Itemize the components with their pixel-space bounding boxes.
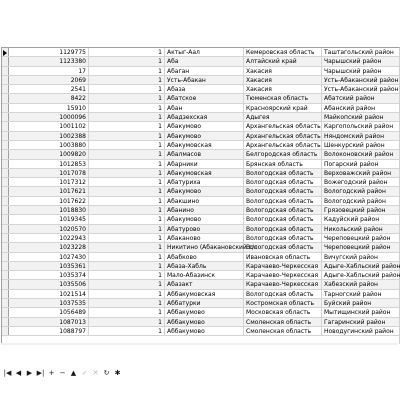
cell-number[interactable]: 1	[89, 206, 165, 214]
table-row[interactable]	[2, 327, 399, 336]
horizontal-scrollbar[interactable]	[1, 343, 398, 345]
cell-number[interactable]: 1	[89, 94, 165, 102]
cell-region[interactable]: Вологодская область	[244, 178, 322, 186]
cell-locality-name[interactable]: Аббакумовская	[165, 290, 244, 298]
cell-district[interactable]: Волоконовский район	[324, 151, 394, 159]
cell-region[interactable]: Кемеровская область	[244, 48, 322, 56]
cell-id[interactable]: 1012853	[9, 160, 89, 168]
first-record-icon: |◀	[3, 369, 12, 377]
cell-region[interactable]: Белгородская область	[244, 150, 322, 158]
row-indicator[interactable]	[2, 150, 9, 158]
cell-region[interactable]: Вологодская область	[244, 206, 322, 214]
cell-id[interactable]: 1123380	[9, 57, 89, 65]
insert-record-icon: +	[48, 369, 55, 377]
row-indicator[interactable]	[2, 85, 9, 93]
table-row[interactable]	[2, 197, 399, 206]
cell-region[interactable]: Карачаево-Черкесская	[244, 271, 322, 279]
table-row[interactable]	[2, 178, 399, 187]
cell-number[interactable]: 1	[89, 150, 165, 158]
cell-region[interactable]: Хакасия	[244, 85, 322, 93]
row-indicator[interactable]	[2, 215, 9, 223]
row-indicator[interactable]	[2, 243, 9, 251]
cell-number[interactable]: 1	[89, 308, 165, 316]
cell-id[interactable]: 1017312	[9, 178, 89, 186]
cell-region[interactable]: Вологодская область	[244, 290, 322, 298]
cell-id[interactable]: 1017621	[9, 187, 89, 195]
cell-locality-name[interactable]: Абалмасов	[165, 150, 244, 158]
table-row[interactable]	[2, 299, 399, 308]
cell-region[interactable]: Карачаево-Черкесская	[244, 262, 322, 270]
cell-district[interactable]: Няндомский район	[324, 132, 384, 140]
table-row[interactable]	[2, 94, 399, 103]
cell-id[interactable]: 17	[9, 67, 89, 75]
table-row[interactable]	[2, 113, 399, 122]
table-row[interactable]	[2, 150, 399, 159]
cell-number[interactable]: 1	[89, 187, 165, 195]
table-row[interactable]	[2, 141, 399, 150]
cell-id[interactable]: 1035506	[9, 280, 89, 288]
cell-region[interactable]: Смоленская область	[244, 327, 322, 335]
cell-district[interactable]: Буйский район	[324, 300, 372, 308]
cell-number[interactable]: 1	[89, 327, 165, 335]
cell-district[interactable]: Кадуйский район	[324, 216, 380, 224]
cell-district[interactable]: Грязовецкий район	[324, 207, 386, 215]
cell-id[interactable]: 1019345	[9, 215, 89, 223]
cell-district[interactable]: Хабезский район	[324, 281, 378, 289]
cell-region[interactable]: Костромская область	[244, 299, 322, 307]
row-indicator[interactable]	[2, 94, 9, 102]
cell-district[interactable]: Абанский район	[324, 104, 376, 112]
row-indicator[interactable]	[2, 187, 9, 195]
table-row[interactable]	[2, 132, 399, 141]
edit-record-button[interactable]	[69, 368, 78, 379]
cell-locality-name[interactable]: Абакумово	[165, 187, 244, 195]
cell-id[interactable]: 1027430	[9, 253, 89, 261]
cell-number[interactable]: 1	[89, 104, 165, 112]
cell-region[interactable]: Вологодская область	[244, 243, 322, 251]
cell-id[interactable]: 1003880	[9, 141, 89, 149]
cell-number[interactable]: 1	[89, 262, 165, 270]
cell-id[interactable]: 1001102	[9, 122, 89, 130]
cell-region[interactable]: Брянская область	[244, 160, 322, 168]
table-row[interactable]	[2, 122, 399, 131]
cell-number[interactable]: 1	[89, 132, 165, 140]
row-indicator[interactable]	[2, 76, 9, 84]
cell-id[interactable]: 1009820	[9, 150, 89, 158]
cell-id[interactable]: 1002388	[9, 132, 89, 140]
cell-locality-name[interactable]: Абазакт	[165, 280, 244, 288]
cell-number[interactable]: 1	[89, 280, 165, 288]
cell-region[interactable]: Архангельская область	[246, 132, 321, 140]
table-row[interactable]	[2, 76, 399, 85]
cell-locality-name[interactable]: Абан	[165, 104, 244, 112]
row-indicator[interactable]	[2, 160, 9, 168]
cell-number[interactable]: 1	[89, 113, 165, 121]
row-indicator[interactable]	[2, 318, 9, 326]
cell-district[interactable]: Чарышский район	[324, 67, 382, 75]
cell-locality-name[interactable]: Абаза-Хабль	[165, 262, 244, 270]
cell-id[interactable]: 1035374	[9, 271, 89, 279]
table-row[interactable]	[2, 308, 399, 317]
table-row[interactable]	[2, 290, 399, 299]
refresh-data-button[interactable]	[102, 368, 111, 379]
table-row[interactable]	[2, 85, 399, 94]
cell-district[interactable]: Погарский район	[324, 160, 379, 168]
prior-record-icon: ◀	[15, 369, 22, 377]
row-indicator[interactable]	[2, 280, 9, 288]
table-row[interactable]	[2, 67, 399, 76]
cell-id[interactable]: 1035361	[9, 262, 89, 270]
table-row[interactable]	[2, 206, 399, 215]
cell-locality-name[interactable]: Абакумово	[165, 122, 244, 130]
row-indicator[interactable]	[2, 290, 9, 298]
row-indicator[interactable]	[2, 299, 9, 307]
table-row[interactable]	[2, 48, 399, 57]
cell-locality-name[interactable]: Актыг-Аал	[165, 48, 244, 56]
cell-number[interactable]: 1	[89, 67, 165, 75]
cell-number[interactable]: 1	[89, 253, 165, 261]
cell-number[interactable]: 1	[89, 160, 165, 168]
cell-district[interactable]: Вологодский район	[324, 197, 386, 205]
post-edit-icon: ✓	[81, 369, 88, 377]
cell-district[interactable]: Усть-Абаканский район	[324, 76, 399, 84]
cell-locality-name[interactable]: Абарники	[165, 160, 244, 168]
cell-region[interactable]: Хакасия	[244, 67, 322, 75]
row-indicator[interactable]	[2, 67, 9, 75]
delete-record-button[interactable]	[58, 368, 67, 379]
cell-district[interactable]: Вожегодский район	[324, 179, 388, 187]
cell-locality-name[interactable]: Усть-Абакан	[165, 76, 244, 84]
cell-region[interactable]: Адыгея	[244, 113, 322, 121]
cell-region[interactable]: Вологодская область	[244, 187, 322, 195]
cell-id[interactable]: 1017622	[9, 197, 89, 205]
prior-record-button[interactable]	[14, 368, 23, 379]
cell-region[interactable]: Московская область	[244, 308, 322, 316]
cell-district[interactable]: Верховажский район	[324, 169, 392, 177]
cell-region[interactable]: Тюменская область	[244, 94, 322, 102]
table-row[interactable]	[2, 104, 399, 113]
cell-district[interactable]: Мытищинский район	[324, 309, 391, 317]
row-indicator[interactable]	[2, 225, 9, 233]
cell-district[interactable]: Чарышский район	[324, 58, 382, 66]
cell-district[interactable]: Майкопский район	[324, 114, 384, 122]
records-grid[interactable]	[1, 47, 400, 344]
table-row[interactable]	[2, 253, 399, 262]
cell-locality-name[interactable]: Абакумово	[165, 132, 244, 140]
cell-id[interactable]: 2541	[9, 85, 89, 93]
cell-locality-name[interactable]: Абакшино	[165, 197, 244, 205]
cell-number[interactable]: 1	[89, 225, 165, 233]
cell-locality-name[interactable]: Аббакумово	[165, 318, 244, 326]
cell-id[interactable]: 1017078	[9, 169, 89, 177]
cell-district[interactable]: Абатский район	[324, 95, 375, 103]
cell-id[interactable]: 1021514	[9, 290, 89, 298]
cell-number[interactable]: 1	[89, 243, 165, 251]
next-record-button[interactable]	[25, 368, 34, 379]
cell-locality-name[interactable]: Абатское	[165, 94, 244, 102]
row-indicator[interactable]	[2, 178, 9, 186]
cell-region[interactable]: Ивановская область	[244, 253, 322, 261]
cell-id[interactable]: 1022943	[9, 234, 89, 242]
cell-id[interactable]: 1088797	[9, 327, 89, 335]
row-indicator[interactable]	[2, 113, 9, 121]
cell-locality-name[interactable]: Абаканово	[165, 234, 244, 242]
cell-id[interactable]: 1037535	[9, 299, 89, 307]
row-indicator[interactable]	[2, 132, 9, 140]
cell-id[interactable]: 1087013	[9, 318, 89, 326]
cell-number[interactable]: 1	[89, 290, 165, 298]
cell-locality-name[interactable]: Аббатурки	[165, 299, 244, 307]
cell-region[interactable]: Хакасия	[244, 76, 322, 84]
current-row-arrow-icon	[3, 50, 7, 56]
row-indicator[interactable]	[2, 104, 9, 112]
row-indicator[interactable]	[2, 197, 9, 205]
cell-id[interactable]: 1018830	[9, 206, 89, 214]
last-record-icon: ▶|	[36, 369, 45, 377]
cell-region[interactable]: Вологодская область	[244, 215, 322, 223]
table-row[interactable]	[2, 169, 399, 178]
cell-region[interactable]: Красноярский край	[244, 104, 322, 112]
cell-district[interactable]: Шенкурский район	[324, 141, 385, 149]
cell-number[interactable]: 1	[89, 299, 165, 307]
cell-locality-name[interactable]: Абаза	[165, 85, 244, 93]
cell-district[interactable]: Никольский район	[324, 225, 383, 233]
cell-district[interactable]: Череповецкий район	[324, 244, 391, 252]
cell-id[interactable]: 8422	[9, 94, 89, 102]
table-row[interactable]	[2, 262, 399, 271]
edit-record-icon: ▲	[70, 369, 77, 377]
cell-locality-name[interactable]: Аббакумово	[165, 327, 244, 335]
cell-number[interactable]: 1	[89, 48, 165, 56]
cell-locality-name[interactable]: Абабково	[165, 253, 244, 261]
cancel-edit-icon: ✕	[92, 369, 99, 377]
cell-district[interactable]: Гагаринский район	[324, 318, 386, 326]
row-indicator[interactable]	[2, 48, 9, 56]
cell-district[interactable]: Вологодский район	[324, 188, 386, 196]
table-row[interactable]	[2, 225, 399, 234]
table-row[interactable]	[2, 160, 399, 169]
cell-number[interactable]: 1	[89, 122, 165, 130]
cell-number[interactable]: 1	[89, 57, 165, 65]
cell-region[interactable]: Смоленская область	[244, 318, 322, 326]
cell-id[interactable]: 1056489	[9, 308, 89, 316]
row-indicator[interactable]	[2, 141, 9, 149]
cell-district[interactable]: Усть-Абаканский район	[324, 86, 399, 94]
cell-locality-name[interactable]: Абатурихa	[165, 178, 244, 186]
cell-district[interactable]: Адыге-Хабльский район	[324, 272, 400, 280]
cell-locality-name[interactable]: Абадзехская	[165, 113, 244, 121]
cell-number[interactable]: 1	[89, 141, 165, 149]
cell-region[interactable]: Архангельская область	[246, 123, 321, 131]
row-indicator[interactable]	[2, 253, 9, 261]
cell-number[interactable]: 1	[89, 169, 165, 177]
cell-district[interactable]: Каргопольский район	[324, 123, 394, 131]
row-indicator[interactable]	[2, 327, 9, 335]
cell-district[interactable]: Новодугинский район	[324, 327, 394, 335]
table-row[interactable]	[2, 271, 399, 280]
cell-locality-name[interactable]: Абаган	[165, 67, 244, 75]
cell-locality-name[interactable]: Абакумово	[165, 215, 244, 223]
cell-number[interactable]: 1	[89, 271, 165, 279]
cancel-edit-button[interactable]	[91, 368, 100, 379]
next-record-icon: ▶	[26, 369, 33, 377]
cell-district[interactable]: Череповецкий район	[324, 234, 391, 242]
row-indicator[interactable]	[2, 308, 9, 316]
table-row[interactable]	[2, 57, 399, 66]
cell-id[interactable]: 1129775	[9, 48, 89, 56]
db-navigator-toolbar	[3, 367, 122, 379]
row-indicator[interactable]	[2, 206, 9, 214]
cell-district[interactable]: Таштагольский район	[324, 49, 394, 56]
table-row[interactable]	[2, 280, 399, 289]
cell-number[interactable]: 1	[89, 85, 165, 93]
cell-id[interactable]: 1000096	[9, 113, 89, 121]
row-indicator[interactable]	[2, 262, 9, 270]
apply-filter-button[interactable]	[113, 368, 122, 379]
cell-number[interactable]: 1	[89, 318, 165, 326]
cell-id[interactable]: 2069	[9, 76, 89, 84]
post-edit-button[interactable]	[80, 368, 89, 379]
cell-locality-name[interactable]: Абакумовская	[165, 141, 244, 149]
row-indicator[interactable]	[2, 271, 9, 279]
cell-region[interactable]: Архангельская область	[246, 141, 321, 149]
cell-number[interactable]: 1	[89, 234, 165, 242]
cell-locality-name[interactable]: Абатурово	[165, 225, 244, 233]
cell-locality-name[interactable]: Никитино (Абакановский с/с	[167, 244, 258, 252]
refresh-data-icon: ↻	[103, 369, 110, 377]
cell-district[interactable]: Адыге-Хабльский район	[324, 262, 400, 270]
cell-locality-name[interactable]: Абанино	[165, 206, 244, 214]
apply-filter-icon: ✱	[114, 369, 121, 377]
cell-number[interactable]: 1	[89, 215, 165, 223]
table-row[interactable]	[2, 318, 399, 327]
delete-record-icon: −	[59, 369, 66, 377]
row-indicator[interactable]	[2, 122, 9, 130]
cell-locality-name[interactable]: Аба	[165, 57, 244, 65]
row-indicator[interactable]	[2, 234, 9, 242]
cell-region[interactable]: Вологодская область	[244, 225, 322, 233]
cell-id[interactable]: 1023228	[9, 243, 89, 251]
cell-region[interactable]: Карачаево-Черкесская	[244, 280, 322, 288]
table-row[interactable]	[2, 215, 399, 224]
cell-region[interactable]: Вологодская область	[244, 234, 322, 242]
row-indicator[interactable]	[2, 169, 9, 177]
table-row[interactable]	[2, 187, 399, 196]
insert-record-button[interactable]	[47, 368, 56, 379]
cell-number[interactable]: 1	[89, 197, 165, 205]
cell-locality-name[interactable]: Мало-Абазинск	[165, 271, 244, 279]
cell-number[interactable]: 1	[89, 178, 165, 186]
cell-locality-name[interactable]: Аббакумово	[165, 308, 244, 316]
table-row[interactable]	[2, 234, 399, 243]
cell-district[interactable]: Вичугский район	[324, 253, 378, 261]
cell-id[interactable]: 15910	[9, 104, 89, 112]
cell-region[interactable]: Вологодская область	[244, 169, 322, 177]
cell-district[interactable]: Тарногский район	[324, 290, 382, 298]
table-row[interactable]	[2, 243, 399, 252]
cell-region[interactable]: Вологодская область	[244, 197, 322, 205]
row-indicator[interactable]	[2, 57, 9, 65]
first-record-button[interactable]	[3, 368, 12, 379]
last-record-button[interactable]	[36, 368, 45, 379]
cell-id[interactable]: 1020570	[9, 225, 89, 233]
cell-locality-name[interactable]: Абакумовская	[165, 169, 244, 177]
cell-number[interactable]: 1	[89, 76, 165, 84]
cell-region[interactable]: Алтайский край	[244, 57, 322, 65]
